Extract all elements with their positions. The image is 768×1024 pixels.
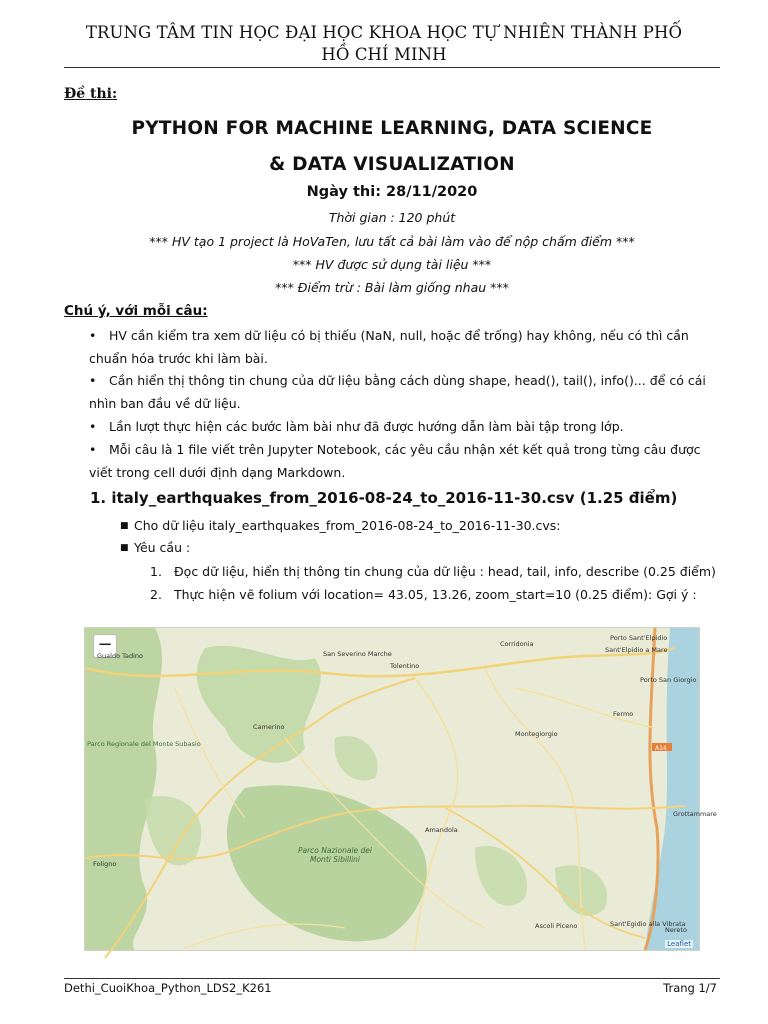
folium-map[interactable]	[84, 627, 717, 951]
note-text: Cần hiển thị thông tin chung của dữ liệu bằng cách dùng shape, head(), tail(), info()... để có cái	[109, 373, 706, 388]
instruction-line: *** Điểm trừ : Bài làm giống nhau ***	[275, 280, 509, 295]
institution-header	[40, 22, 728, 66]
task-text: Thực hiện vẽ folium với location= 43.05, 13.26, zoom_start=10 (0.25 điểm): Gợi ý :	[174, 587, 697, 602]
notes-heading: Chú ý, với mỗi câu:	[64, 303, 208, 319]
bullet-dot-icon: •	[89, 373, 97, 388]
bullet-dot-icon: •	[89, 442, 97, 457]
task-item	[150, 563, 725, 580]
leaflet-attribution-link[interactable]: Leaflet	[667, 940, 691, 948]
exam-label: Đề thi:	[64, 86, 118, 102]
note-text: HV cần kiểm tra xem dữ liệu có bị thiếu (NaN, null, hoặc để trống) hay không, nếu có thì cần	[109, 328, 689, 343]
question-sub-list	[120, 515, 561, 559]
note-text-cont: chuẩn hóa trước khi làm bài.	[89, 351, 268, 366]
map-label: Grottammare	[673, 810, 717, 818]
map-label: Amandola	[425, 826, 458, 834]
map-label: Porto San Giorgio	[640, 676, 697, 684]
question-heading: 1. italy_earthquakes_from_2016-08-24_to_2016-11-30.csv (1.25 điểm)	[90, 489, 678, 507]
institution-name-line2: HỒ CHÍ MINH	[321, 45, 447, 64]
footer-page-number: Trang 1/7	[663, 981, 717, 995]
map-label: Montegiorgio	[515, 730, 558, 738]
exam-duration: Thời gian : 120 phút	[328, 210, 456, 225]
task-list	[150, 563, 725, 603]
task-number: 2.	[150, 587, 162, 602]
footer-filename: Dethi_CuoiKhoa_Python_LDS2_K261	[64, 981, 272, 995]
note-text: Lần lượt thực hiện các bước làm bài như đã được hướng dẫn làm bài tập trong lớp.	[109, 419, 624, 434]
map-label: Nereto	[665, 926, 687, 934]
map-label: Sant'Elpidio a Mare	[605, 646, 668, 654]
map-label: Ascoli Piceno	[535, 922, 578, 930]
note-text-cont: nhìn ban đầu về dữ liệu.	[89, 396, 241, 411]
institution-name-line1: TRUNG TÂM TIN HỌC ĐẠI HỌC KHOA HỌC TỰ NHIÊN THÀNH PHỐ	[85, 23, 683, 42]
footer-divider	[64, 978, 720, 979]
map-tiles	[85, 628, 699, 950]
note-text: Mỗi câu là 1 file viết trên Jupyter Notebook, các yêu cầu nhận xét kết quả trong từng câu được	[109, 442, 701, 457]
note-item	[64, 324, 724, 370]
map-label: Sant'Egidio alla Vibrata	[610, 920, 686, 928]
task-item	[150, 586, 725, 603]
svg-text:A14: A14	[655, 745, 667, 752]
task-text: Đọc dữ liệu, hiển thị thông tin chung của dữ liệu : head, tail, info, describe (0.25 điểm)	[174, 564, 716, 579]
exam-date: Ngày thi: 28/11/2020	[306, 184, 478, 200]
notes-list	[64, 324, 724, 484]
sub-item-text: Yêu cầu :	[134, 540, 191, 555]
park-label: Parco Nazionale dei Monti Sibillini	[297, 846, 372, 864]
note-item	[64, 415, 724, 438]
map-label: San Severino Marche	[323, 650, 392, 658]
bullet-dot-icon: •	[89, 328, 97, 343]
note-item	[64, 369, 724, 415]
exam-title-line1: PYTHON FOR MACHINE LEARNING, DATA SCIENCE	[131, 118, 653, 139]
map-label: Camerino	[253, 723, 285, 731]
task-number: 1.	[150, 564, 162, 579]
sub-item	[120, 515, 561, 537]
map-label: Tolentino	[390, 662, 420, 670]
square-bullet-icon: ■	[120, 521, 129, 531]
header-divider	[64, 67, 720, 68]
note-text-cont: viết trong cell dưới định dạng Markdown.	[89, 465, 346, 480]
map-label: Gualdo Tadino	[97, 652, 144, 660]
instruction-line: *** HV tạo 1 project là HoVaTen, lưu tất cả bài làm vào để nộp chấm điểm ***	[149, 234, 635, 249]
map-label: Foligno	[93, 860, 117, 868]
exam-title-line2: & DATA VISUALIZATION	[269, 154, 515, 175]
instruction-line: *** HV được sử dụng tài liệu ***	[292, 257, 492, 272]
map-label: Fermo	[613, 710, 634, 718]
note-item	[64, 438, 724, 484]
map-label: Porto Sant'Elpidio	[610, 634, 668, 642]
square-bullet-icon: ■	[120, 543, 129, 553]
sub-item	[120, 537, 561, 559]
map-label: Corridonia	[500, 640, 534, 648]
zoom-out-button[interactable]: −	[93, 634, 117, 658]
sub-item-text: Cho dữ liệu italy_earthquakes_from_2016-08-24_to_2016-11-30.cvs:	[134, 518, 561, 533]
map-label: Parco Regionale del Monte Subasio	[87, 740, 201, 748]
bullet-dot-icon: •	[89, 419, 97, 434]
